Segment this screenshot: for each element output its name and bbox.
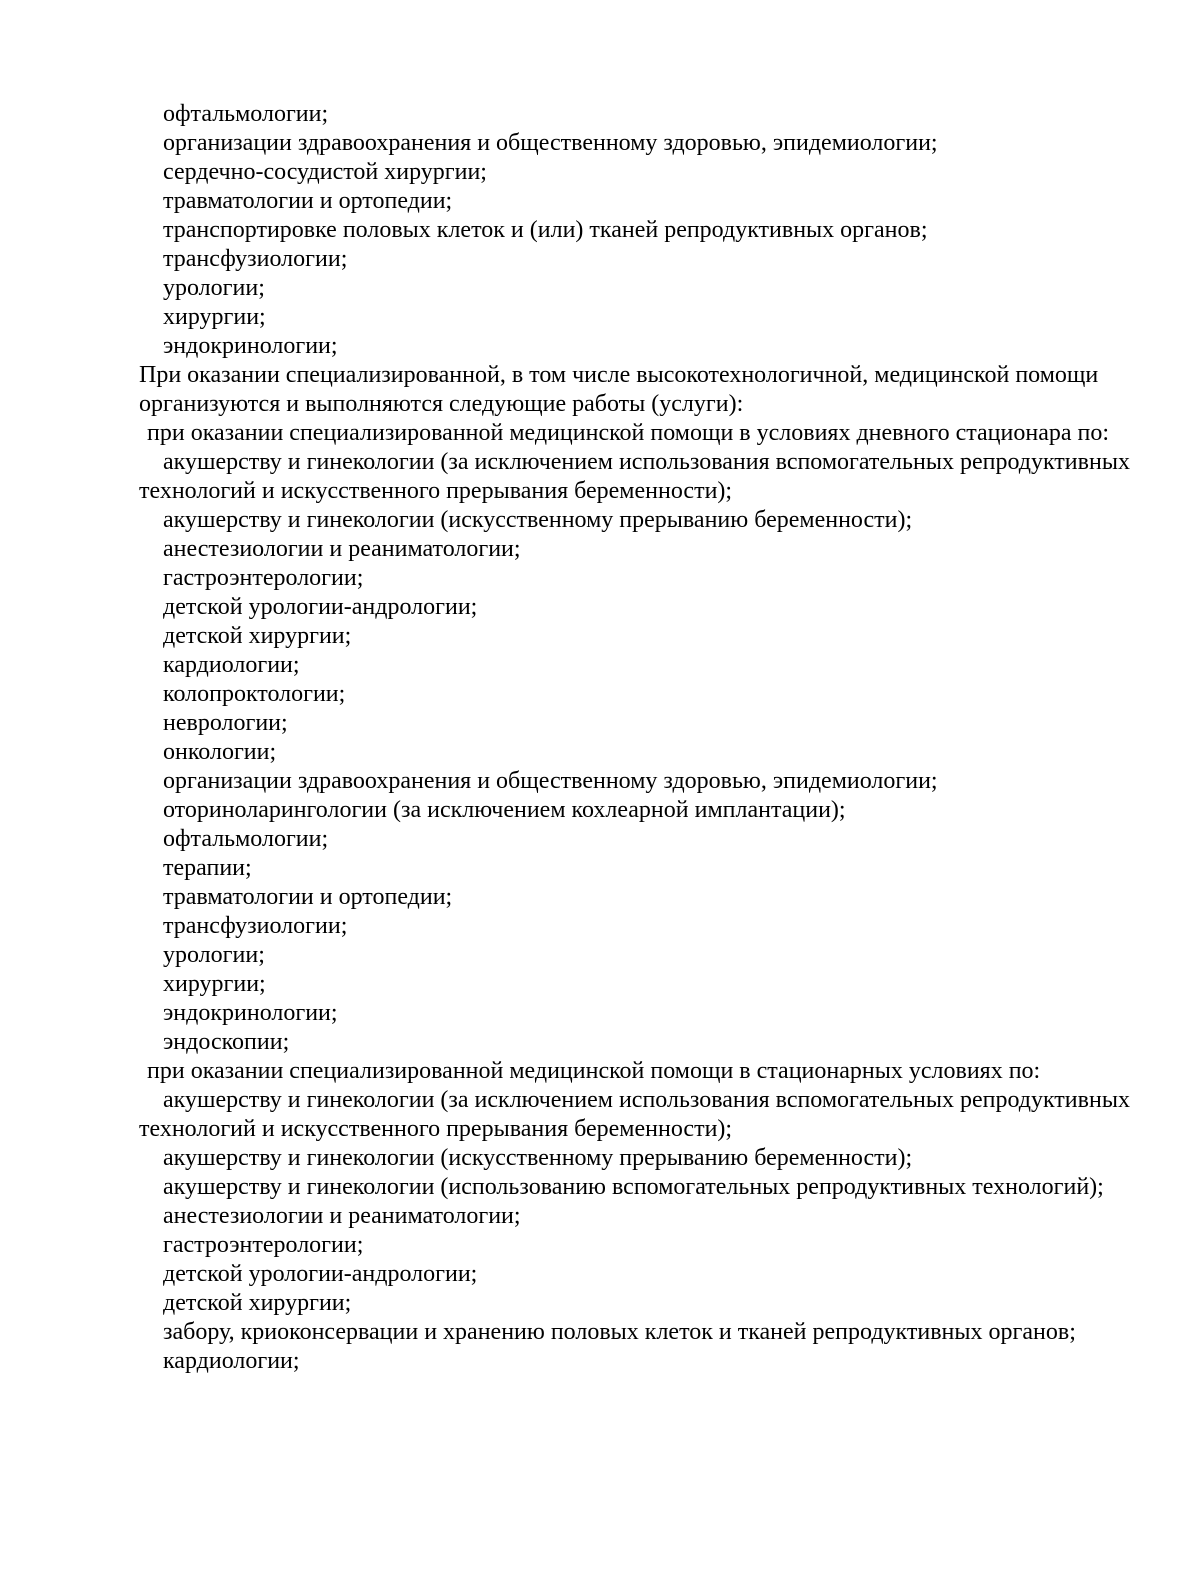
service-item: детской урологии-андрологии; — [163, 1261, 478, 1287]
service-item: забору, криоконсервации и хранению половых клеток и тканей репродуктивных органов; — [163, 1319, 1076, 1345]
service-item: акушерству и гинекологии (за исключением использования вспомогательных репродуктивных технологий и искусственного прерывания беременности); — [139, 449, 1130, 504]
service-item: гастроэнтерологии; — [163, 1232, 364, 1258]
service-item: колопроктологии; — [163, 681, 346, 707]
service-item: терапии; — [163, 855, 252, 881]
service-item: травматологии и ортопедии; — [163, 884, 453, 910]
license-document-page — [139, 100, 1190, 1376]
service-item: анестезиологии и реаниматологии; — [163, 1203, 521, 1229]
service-item: акушерству и гинекологии (за исключением использования вспомогательных репродуктивных технологий и искусственного прерывания беременности); — [139, 1087, 1130, 1142]
inpatient-section-header: при оказании специализированной медицинской помощи в стационарных условиях по: — [147, 1058, 1041, 1084]
service-item: трансфузиологии; — [163, 913, 348, 939]
inpatient-service-list — [139, 1086, 1190, 1376]
service-item: детской хирургии; — [163, 1290, 352, 1316]
service-item: травматологии и ортопедии; — [163, 188, 453, 214]
service-item: акушерству и гинекологии (искусственному прерыванию беременности); — [163, 507, 913, 533]
service-item: эндокринологии; — [163, 1000, 338, 1026]
service-item: трансфузиологии; — [163, 246, 348, 272]
service-item: кардиологии; — [163, 1348, 300, 1374]
service-item: детской хирургии; — [163, 623, 352, 649]
day-hospital-section-header: при оказании специализированной медицинской помощи в условиях дневного стационара по: — [147, 420, 1110, 446]
day-hospital-service-list — [139, 448, 1190, 1057]
service-item: анестезиологии и реаниматологии; — [163, 536, 521, 562]
service-item: организации здравоохранения и общественному здоровью, эпидемиологии; — [163, 130, 938, 156]
service-item: офтальмологии; — [163, 826, 329, 852]
service-item: хирургии; — [163, 304, 266, 330]
service-item: хирургии; — [163, 971, 266, 997]
service-item: эндоскопии; — [163, 1029, 290, 1055]
service-item: урологии; — [163, 942, 265, 968]
service-item: детской урологии-андрологии; — [163, 594, 478, 620]
service-item: эндокринологии; — [163, 333, 338, 359]
service-item: кардиологии; — [163, 652, 300, 678]
specialized-care-paragraph: При оказании специализированной, в том числе высокотехнологичной, медицинской помощи организуются и выполняются следующие работы (услуги): — [139, 362, 1099, 417]
service-item: урологии; — [163, 275, 265, 301]
service-item: сердечно-сосудистой хирургии; — [163, 159, 487, 185]
service-item: оториноларингологии (за исключением кохлеарной имплантации); — [163, 797, 846, 823]
service-item: гастроэнтерологии; — [163, 565, 364, 591]
service-item: транспортировке половых клеток и (или) тканей репродуктивных органов; — [163, 217, 928, 243]
service-item: офтальмологии; — [163, 101, 329, 127]
continued-service-list — [139, 100, 1190, 361]
service-item: акушерству и гинекологии (искусственному прерыванию беременности); — [163, 1145, 913, 1171]
service-item: организации здравоохранения и общественному здоровью, эпидемиологии; — [163, 768, 938, 794]
service-item: акушерству и гинекологии (использованию вспомогательных репродуктивных технологий); — [163, 1174, 1104, 1200]
service-item: онкологии; — [163, 739, 277, 765]
service-item: неврологии; — [163, 710, 288, 736]
